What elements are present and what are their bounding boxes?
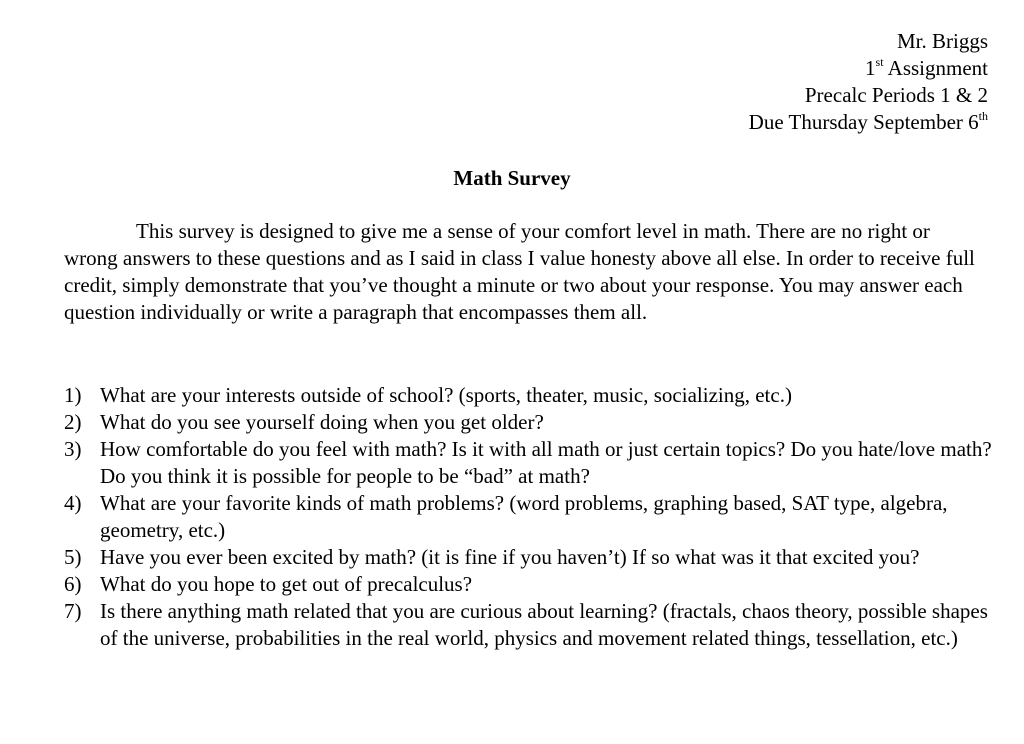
- question-item: [64, 490, 994, 544]
- question-item: [64, 544, 994, 571]
- question-text: What are your interests outside of school? (sports, theater, music, socializing, etc.): [100, 383, 792, 407]
- question-list: [64, 382, 994, 652]
- assignment-number: 1: [865, 56, 876, 80]
- question-item: [64, 571, 994, 598]
- header-block: [749, 28, 988, 136]
- assignment-label: Assignment: [883, 56, 988, 80]
- question-number: 5): [64, 545, 82, 569]
- question-item: [64, 436, 994, 490]
- question-number: 3): [64, 437, 82, 461]
- question-text: Is there anything math related that you are curious about learning? (fractals, chaos theory, possible shapes of the universe, probabilities in the real world, physics and movement related things, tessellation, etc.): [100, 599, 988, 650]
- teacher-name: Mr. Briggs: [896, 29, 988, 53]
- due-date-text: Due Thursday September 6: [748, 110, 979, 134]
- question-text: What do you hope to get out of precalculus?: [100, 572, 473, 596]
- question-text: Have you ever been excited by math? (it is fine if you haven’t) If so what was it that excited you?: [100, 545, 920, 569]
- question-item: [64, 598, 994, 652]
- question-number: 2): [64, 410, 82, 434]
- assignment-line: [749, 55, 988, 82]
- question-item: [64, 382, 994, 409]
- due-date-ordinal-suffix: th: [978, 109, 988, 123]
- question-text: What do you see yourself doing when you get older?: [100, 410, 544, 434]
- due-date-line: [749, 109, 988, 136]
- question-number: 4): [64, 491, 82, 515]
- question-item: [64, 409, 994, 436]
- question-number: 6): [64, 572, 82, 596]
- question-text: What are your favorite kinds of math problems? (word problems, graphing based, SAT type, algebra, geometry, etc.): [100, 491, 948, 542]
- document-title: Math Survey: [453, 166, 571, 190]
- question-number: 1): [64, 383, 82, 407]
- assignment-ordinal-suffix: st: [875, 55, 884, 69]
- question-number: 7): [64, 599, 82, 623]
- question-text: How comfortable do you feel with math? Is it with all math or just certain topics? Do you hate/love math? Do you think it is possible for people to be “bad” at math?: [100, 437, 992, 488]
- intro-paragraph: This survey is designed to give me a sense of your comfort level in math. There are no right or wrong answers to these questions and as I said in class I value honesty above all else. In order to receive full credit, simply demonstrate that you’ve thought a minute or two about your response. You may answer each question individually or write a paragraph that encompasses them all.: [64, 219, 975, 324]
- course-line: Precalc Periods 1 & 2: [804, 83, 988, 107]
